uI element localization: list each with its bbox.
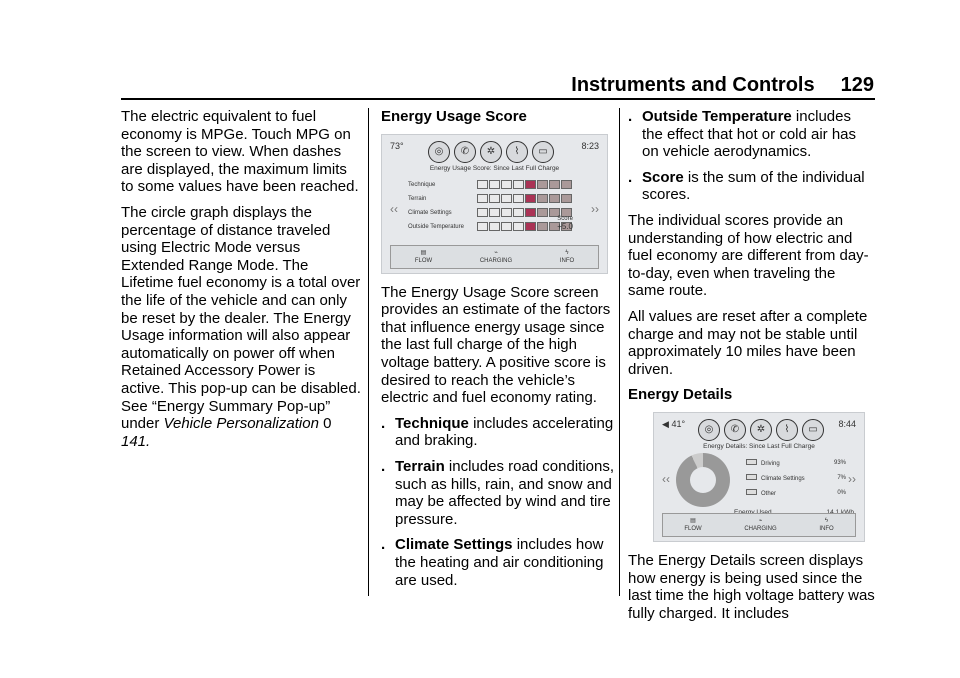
plug-icon: ⌁ <box>494 249 498 256</box>
legend-driving: Driving 93% <box>746 459 846 468</box>
bullet-climate-settings: . Climate Settings includes how the heating and air conditioning are used. <box>381 536 604 589</box>
flow-button[interactable]: ▤ FLOW <box>684 517 702 532</box>
score-bar-terrain <box>477 194 572 202</box>
lightning-icon: ϟ <box>565 249 569 256</box>
score-row-outside-temp: Outside Temperature <box>408 223 464 230</box>
chevron-left-icon: ‹‹ <box>662 471 670 486</box>
column-divider <box>619 108 620 596</box>
bullet-marker: . <box>628 168 633 186</box>
bullet-marker: . <box>381 536 386 554</box>
temperature-readout: ◀ 41° <box>662 418 686 429</box>
lightning-icon: ϟ <box>824 517 829 524</box>
charging-button[interactable]: ⌁ CHARGING <box>744 517 777 532</box>
chevron-right-icon: ›› <box>848 471 856 486</box>
info-button[interactable]: ϟ INFO <box>559 249 575 264</box>
bullet-marker: . <box>381 457 386 475</box>
flow-icon: ▤ <box>420 249 427 256</box>
chevron-left-icon: ‹‹ <box>390 201 398 216</box>
phone-icon: ✆ <box>454 141 476 163</box>
temperature-readout: 73° <box>390 140 404 151</box>
chevron-right-icon: ›› <box>591 201 599 216</box>
climate-icon: ⌇ <box>776 419 798 441</box>
screen-subtitle: Energy Usage Score: Since Last Full Charge <box>429 164 560 172</box>
section-title: Instruments and Controls <box>571 74 815 96</box>
bottom-button-bar <box>662 513 856 537</box>
climate-icon: ⌇ <box>506 141 528 163</box>
bullet-marker: . <box>628 108 633 125</box>
screen-icon: ▭ <box>802 419 824 441</box>
charging-button[interactable]: ⌁ CHARGING <box>479 249 513 264</box>
energy-donut-chart <box>676 453 730 507</box>
page-ref-arrow-icon: 0 <box>323 415 332 433</box>
heading-energy-usage-score: Energy Usage Score <box>381 108 527 125</box>
app-icon-row <box>428 141 554 163</box>
header-rule <box>121 98 875 100</box>
clock-readout: 8:23 <box>581 140 599 151</box>
info-button[interactable]: ϟ INFO <box>819 517 834 532</box>
score-total: Score +5.0 <box>557 215 573 231</box>
heading-energy-details: Energy Details <box>628 386 733 404</box>
bullet-score: . Score is the sum of the individual scores. <box>628 168 865 204</box>
score-bar-technique <box>477 180 572 188</box>
column-1 <box>121 108 361 458</box>
bullet-technique: . Technique includes accelerating and braking. <box>381 414 614 450</box>
flow-icon: ▤ <box>690 517 696 524</box>
plug-icon: ⌁ <box>758 517 763 524</box>
app-icon-row <box>698 419 824 441</box>
screen-icon: ▭ <box>532 141 554 163</box>
audio-icon: ◎ <box>428 141 450 163</box>
phone-icon: ✆ <box>724 419 746 441</box>
paragraph-circle-graph: The circle graph displays the percentage of distance traveled using Electric Mode versus Extended Range Mode. The Lifetime fuel economy is a total over the life of the vehicle and can only be reset by the dealer. The Energy Usage information will also appear automatically on power off when Retained Accessory Power is active. This pop-up can be disabled. See “Energy Summary Pop-up” under Vehicle Personalization 0 141. <box>121 203 361 450</box>
energy-details-screenshot <box>653 412 865 542</box>
score-row-technique: Technique <box>408 181 436 188</box>
column-2 <box>381 108 616 597</box>
screen-subtitle: Energy Details: Since Last Full Charge <box>703 442 815 450</box>
energy-usage-score-screenshot <box>381 134 608 274</box>
nav-icon: ✲ <box>480 141 502 163</box>
bottom-button-bar <box>390 245 599 269</box>
paragraph-energy-usage-score: The Energy Usage Score screen provides an estimate of the factors that influence energy usage since the last full charge of the high voltage battery. A positive score is desired to reach the vehicle’s electric and fuel economy rating. <box>381 283 611 407</box>
bullet-marker: . <box>381 414 386 432</box>
nav-icon: ✲ <box>750 419 772 441</box>
column-divider <box>368 108 369 596</box>
bullet-outside-temperature: . Outside Temperature includes the effect that hot or cold air has on vehicle aerodynamics. <box>628 108 857 161</box>
page-ref[interactable]: 141. <box>121 432 151 450</box>
clock-readout: 8:44 <box>838 418 856 429</box>
paragraph-reset: All values are reset after a complete charge and may not be stable until approximately 10 miles have been driven. <box>628 307 868 378</box>
paragraph-energy-details: The Energy Details screen displays how energy is being used since the last time the high voltage battery was fully charged. It includes <box>628 551 875 622</box>
column-3 <box>628 108 875 630</box>
flow-button[interactable]: ▤ FLOW <box>414 249 433 264</box>
legend-other: Other 0% <box>746 489 846 498</box>
legend-climate: Climate Settings 7% <box>746 474 846 483</box>
vehicle-personalization-link[interactable]: Vehicle Personalization <box>163 415 319 433</box>
page-header <box>571 74 874 97</box>
score-row-terrain: Terrain <box>408 195 427 202</box>
paragraph-mpge: The electric equivalent to fuel economy is MPGe. Touch MPG on the screen to view. When dashes are displayed, the maximum limits to some values have been reached. <box>121 108 359 196</box>
audio-icon: ◎ <box>698 419 720 441</box>
bullet-terrain: . Terrain includes road conditions, such as hills, rain, and snow and may be affected by wind and tire pressure. <box>381 457 615 528</box>
speaker-icon: ◀ <box>662 418 669 429</box>
paragraph-individual-scores: The individual scores provide an understanding of how electric and fuel economy are different from day-to-day, even when traveling the same route. <box>628 211 869 300</box>
score-row-climate: Climate Settings <box>408 209 452 216</box>
page-number: 129 <box>840 74 874 96</box>
